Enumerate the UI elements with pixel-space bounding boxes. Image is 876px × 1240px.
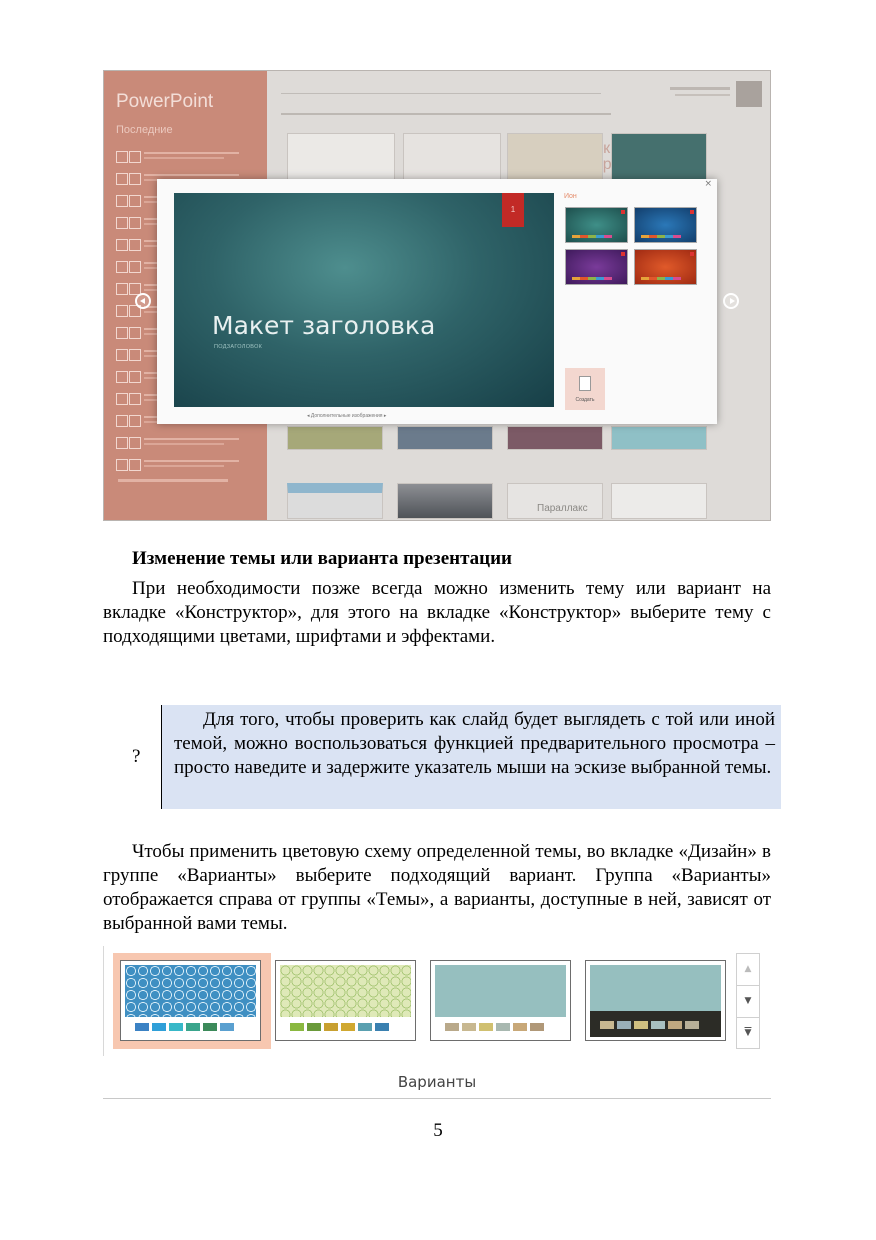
slide-title: Макет заголовка [212,311,436,340]
slide-subtitle: ПОДЗАГОЛОВОК [214,344,263,350]
account-email [675,94,730,96]
paragraph [103,840,771,936]
paragraph-text: Чтобы применить цветовую схему определенной темы, во вкладке «Дизайн» в группе «Варианты» выберите подходящий вариант. Группа «Варианты» отображается справа от группы «Темы», а варианты, доступные в ней, зависят от выбранной вами темы. [103,841,771,934]
theme-variant[interactable] [565,249,628,285]
page-number: 5 [433,1120,443,1141]
template-thumbnail[interactable] [611,483,707,519]
variant-pattern [280,965,411,1017]
recent-file[interactable] [116,435,256,449]
variant-thumbnail[interactable] [275,960,416,1041]
template-thumbnail[interactable] [507,133,603,181]
account-name [670,87,730,90]
create-button[interactable] [565,368,605,410]
template-thumbnail[interactable] [287,426,383,450]
variant-thumbnail[interactable] [585,960,726,1041]
powerpoint-screenshot [103,70,771,521]
variants-ribbon-group [103,946,771,1099]
variant-pattern [590,965,721,1011]
group-label: Варианты [397,1073,477,1091]
new-file-icon [579,376,591,391]
template-thumbnail[interactable] [611,426,707,450]
theme-variant[interactable] [634,249,697,285]
slide-number-badge: 1 [502,193,524,227]
recent-file[interactable] [116,149,256,163]
section-heading: Изменение темы или варианта презентации [132,548,512,569]
theme-variant[interactable] [565,207,628,243]
open-other-link[interactable] [118,479,228,482]
variant-pattern [125,965,256,1017]
scroll-down-icon[interactable]: ▼ [737,985,759,1017]
account-avatar[interactable] [736,81,762,107]
gallery-more-icon[interactable]: ▼ [737,1017,759,1049]
theme-name: Ион [564,193,577,200]
note-text: Для того, чтобы проверить как слайд будет выглядеть с той или иной темой, можно воспользоваться функцией предварительного просмотра – просто наведите и задержите указатель мыши на эскизе выбранной темы. [174,709,775,778]
template-thumbnail[interactable] [403,133,501,181]
more-images-link[interactable]: ◂ Дополнительные изображения ▸ [307,413,387,419]
paragraph-text: При необходимости позже всегда можно изменить тему или вариант на вкладке «Конструктор», для этого на вкладке «Конструктор» выберите тему с подходящими цветами, шрифтами и эффектами. [103,578,771,647]
template-thumbnail[interactable] [507,426,603,450]
variant-swatches [135,1023,234,1031]
variant-pattern [435,965,566,1017]
app-brand: PowerPoint [116,91,214,112]
recent-heading: Последние [116,124,173,136]
variant-thumbnail[interactable] [430,960,571,1041]
theme-preview-dialog [157,179,717,424]
template-thumbnail[interactable] [397,426,493,450]
note-box [161,705,781,809]
scroll-up-icon[interactable]: ▲ [744,964,752,974]
template-thumbnail[interactable] [397,483,493,519]
gallery-scroll [736,953,760,1049]
create-button-label: Создать [575,397,595,403]
variant-swatches [290,1023,389,1031]
recent-file[interactable] [116,457,256,471]
variant-thumbnail[interactable] [120,960,261,1041]
paragraph [103,577,771,649]
close-icon[interactable]: × [704,179,712,189]
next-arrow-icon[interactable] [723,293,739,309]
parallax-label: Параллакс [537,503,588,514]
template-categories[interactable] [281,113,611,115]
template-thumbnail[interactable] [287,483,383,519]
template-thumbnail[interactable] [611,133,707,181]
template-thumbnail[interactable] [287,133,395,181]
question-mark-icon: ? [132,746,141,767]
template-search-input[interactable] [281,93,601,94]
divider [103,946,104,1056]
theme-variant[interactable] [634,207,697,243]
variant-swatches [445,1023,544,1031]
slide-preview [174,193,554,407]
variant-swatches [600,1021,699,1029]
previous-arrow-icon[interactable] [135,293,151,309]
